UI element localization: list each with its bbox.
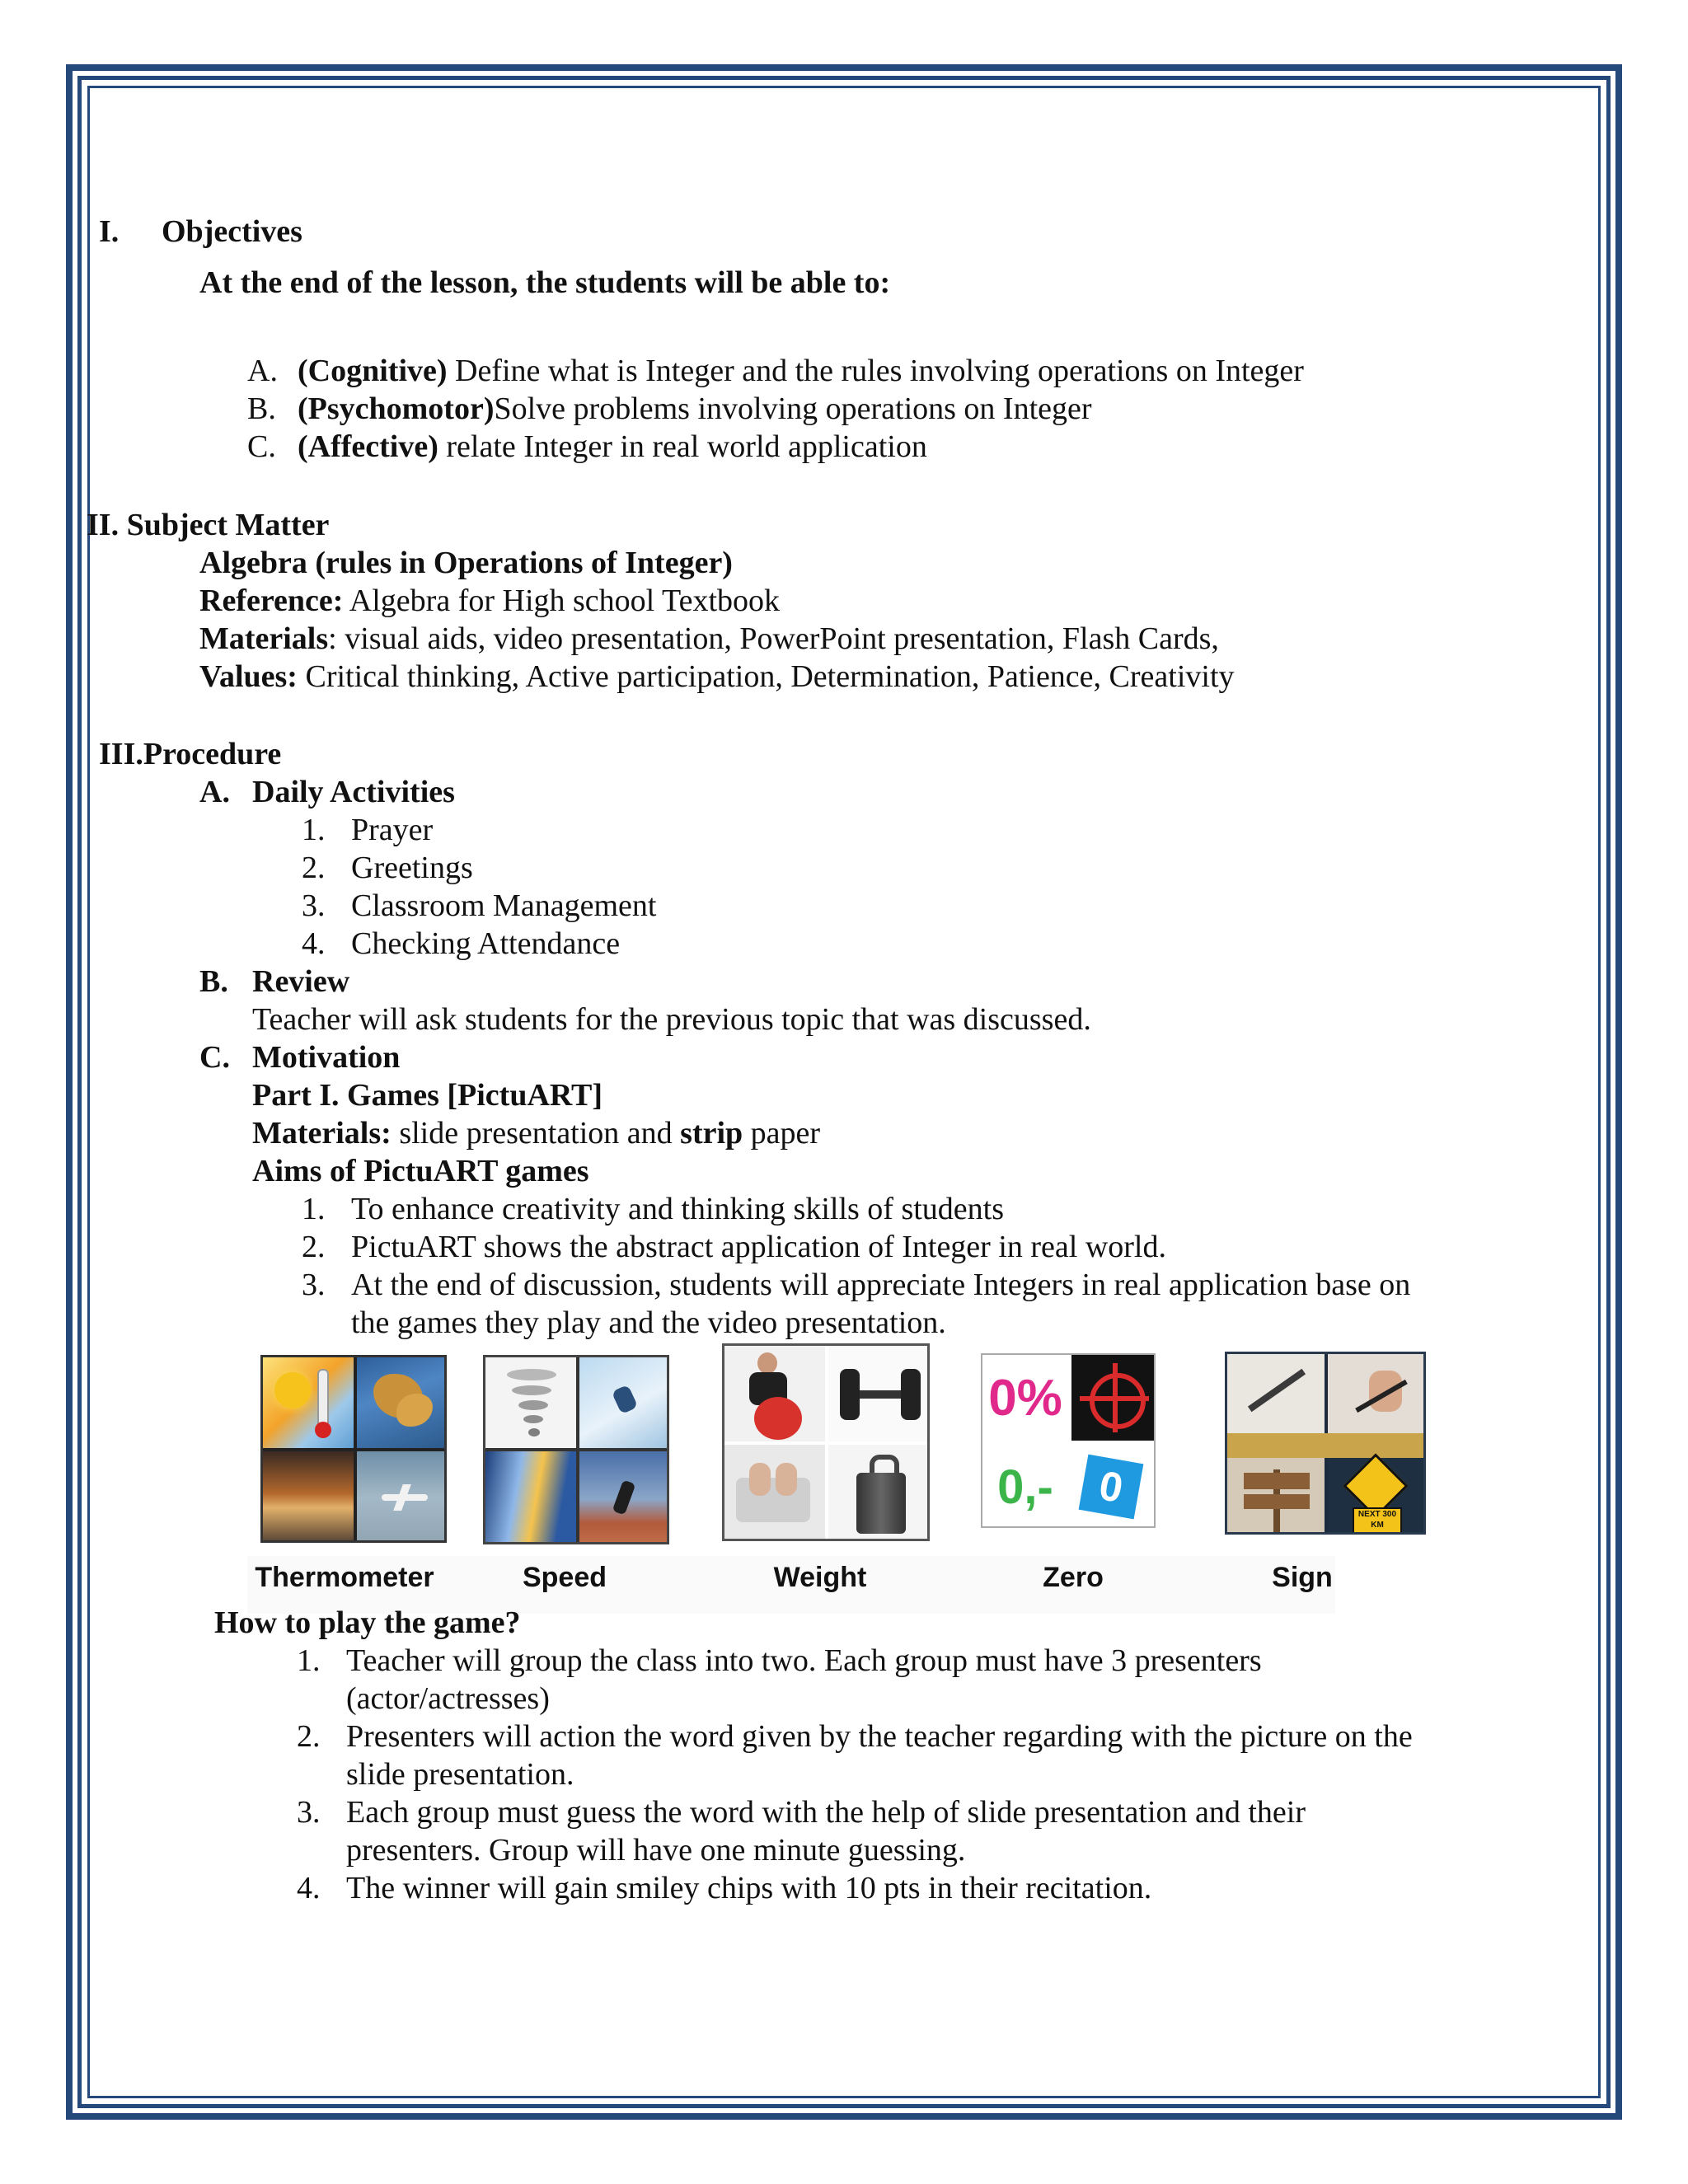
daily-num-2: 2. [302,851,326,885]
howto-step-4: The winner will gain smiley chips with 10 pts in their recitation. [346,1871,1152,1905]
objectives-heading: Objectives [162,214,302,249]
daily-item-2: Greetings [351,851,473,885]
direction-sign-tile [1227,1458,1325,1535]
procedure-c-title: Motivation [252,1040,401,1075]
procedure-a-title: Daily Activities [252,775,455,809]
procedure-heading: III.Procedure [99,737,282,771]
howto-step-2: Presenters will action the word given by the teacher regarding with the picture on the [346,1719,1413,1754]
weather-map-tile [357,1357,447,1448]
subject-heading: II. Subject Matter [87,508,330,542]
zero-percent-tile [982,1355,1068,1441]
speed-picture [483,1355,669,1544]
objective-letter-c: C. [247,429,276,464]
signing-tile [1328,1354,1426,1436]
sun-thermometer-tile [263,1357,354,1448]
sign-picture [1225,1352,1426,1535]
howto-title: How to play the game? [214,1605,521,1640]
objectives-number: I. [99,214,120,249]
daily-item-1: Prayer [351,813,434,847]
objective-item-b: (Psychomotor)Solve problems involving operations on Integer [298,391,1092,426]
procedure-c-letter: C. [199,1040,230,1075]
thermometer-picture [260,1355,447,1543]
howto-num-1: 1. [297,1643,321,1678]
kangaroo-sign-tile [1328,1458,1426,1535]
weight-picture [722,1343,930,1541]
aim-num-3: 3. [302,1268,326,1302]
pen-writing-tile [1227,1354,1325,1436]
daily-item-4: Checking Attendance [351,926,621,961]
caption-weight: Weight [773,1562,867,1593]
aim-item-2: PictuART shows the abstract application of Integer in real world. [351,1230,1166,1264]
daily-num-3: 3. [302,888,326,923]
caption-speed: Speed [522,1562,607,1593]
caption-sign: Sign [1272,1562,1333,1593]
zero-percent-text: 0% [988,1369,1062,1427]
aim-item-3-continued: the games they play and the video presentation. [351,1305,946,1340]
caption-zero: Zero [1043,1562,1104,1593]
procedure-a-letter: A. [199,775,230,809]
games-part-title: Part I. Games [PictuART] [252,1078,603,1113]
subject-materials: Materials: visual aids, video presentation, PowerPoint presentation, Flash Cards, [199,621,1219,656]
airplane-tile [357,1451,447,1543]
objectives-intro: At the end of the lesson, the students will be able to: [199,265,891,300]
howto-step-1: Teacher will group the class into two. Each group must have 3 presenters [346,1643,1262,1678]
daily-num-1: 1. [302,813,326,847]
zero-comma-text: 0,- [997,1460,1053,1514]
tornado-tile [485,1357,576,1448]
howto-step-1-continued: (actor/actresses) [346,1681,550,1716]
procedure-b-title: Review [252,964,350,999]
games-materials: Materials: slide presentation and strip paper [252,1116,821,1151]
review-text: Teacher will ask students for the previous topic that was discussed. [252,1002,1091,1037]
zero-blue-tile [1071,1444,1156,1528]
zero-picture [981,1353,1156,1528]
kettle-weight-tile [828,1445,930,1541]
woman-ball-tile [724,1346,825,1441]
subject-topic: Algebra (rules in Operations of Integer) [199,546,733,580]
objective-letter-a: A. [247,354,278,388]
sign-next-km-text: NEXT 300 KM [1353,1507,1402,1535]
aims-title: Aims of PictuART games [252,1154,589,1188]
dumbbell-tile [828,1346,930,1441]
howto-step-3-continued: presenters. Group will have one minute guessing. [346,1833,966,1868]
caption-thermometer: Thermometer [255,1562,434,1593]
howto-num-4: 4. [297,1871,321,1905]
howto-num-2: 2. [297,1719,321,1754]
howto-num-3: 3. [297,1795,321,1830]
subject-values: Values: Critical thinking, Active participation, Determination, Patience, Creativity [199,659,1235,694]
daily-num-4: 4. [302,926,326,961]
objective-item-a: (Cognitive) Define what is Integer and the rules involving operations on Integer [298,354,1304,388]
sunset-tile [263,1451,354,1543]
zero-comma-tile [982,1444,1068,1528]
howto-step-2-continued: slide presentation. [346,1757,574,1792]
aim-num-2: 2. [302,1230,326,1264]
target-tile [1071,1355,1156,1441]
subject-reference: Reference: Algebra for High school Textbook [199,583,781,618]
skier-tile [579,1357,669,1448]
sign-banner-strip [1227,1433,1426,1458]
sprinter-tile [579,1451,669,1544]
daily-item-3: Classroom Management [351,888,657,923]
aim-item-3: At the end of discussion, students will appreciate Integers in real application base on [351,1268,1411,1302]
light-streaks-tile [485,1451,576,1544]
aim-item-1: To enhance creativity and thinking skills of students [351,1192,1005,1226]
objective-letter-b: B. [247,391,276,426]
aim-num-1: 1. [302,1192,326,1226]
procedure-b-letter: B. [199,964,228,999]
objective-item-c: (Affective) relate Integer in real world application [298,429,927,464]
scale-feet-tile [724,1445,825,1541]
zero-blue-text: 0 [1095,1462,1127,1511]
howto-step-3: Each group must guess the word with the help of slide presentation and their [346,1795,1306,1830]
